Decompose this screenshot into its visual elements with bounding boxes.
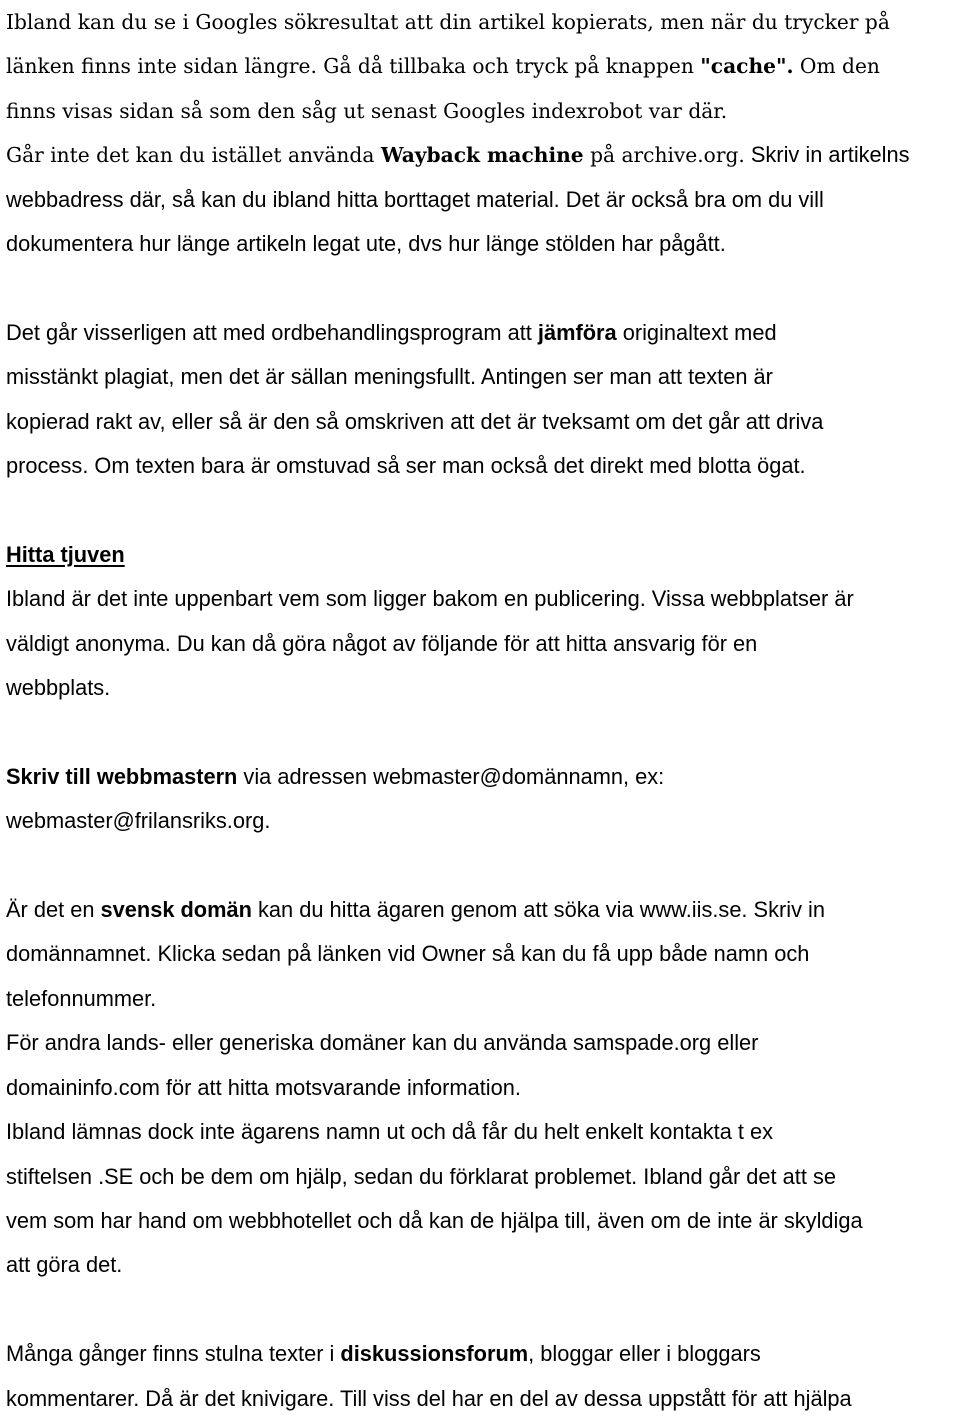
svensk-doman-emphasis: svensk domän xyxy=(100,897,252,923)
paragraph-gap xyxy=(6,266,960,310)
text-line xyxy=(6,222,960,266)
text-line: att göra det. xyxy=(6,1252,123,1278)
diskussionsforum-emphasis: diskussionsforum xyxy=(340,1341,529,1367)
text-line: kommentarer. Då är det knivigare. Till viss del har en del av dessa uppstått för att hjälpa xyxy=(6,1385,852,1411)
text-span: via adressen webmaster@domännamn, ex: xyxy=(237,763,665,789)
text-span: Går inte det kan du istället använda xyxy=(6,143,381,168)
text-span: länken finns inte sidan längre. Gå då tillbaka och tryck på knappen xyxy=(6,54,701,79)
text-span: webbadress där, så kan du ibland hitta borttaget material. Det är också bra om du vill xyxy=(6,186,824,212)
text-span: originaltext med xyxy=(616,319,777,345)
text-line xyxy=(6,89,960,133)
text-line: domaininfo.com för att hitta motsvarande information. xyxy=(6,1074,521,1100)
text-span: , bloggar eller i bloggars xyxy=(528,1341,761,1367)
webmaster-emphasis: Skriv till webbmastern xyxy=(6,763,238,789)
text-line: För andra lands- eller generiska domäner kan du använda samspade.org eller xyxy=(6,1030,759,1056)
hitta-tjuven-section xyxy=(6,533,960,711)
text-line: process. Om texten bara är omstuvad så ser man också det direkt med blotta ögat. xyxy=(6,453,806,479)
text-span: Skriv in artikelns xyxy=(744,142,910,168)
text-span: finns visas sidan så som den såg ut senast Googles indexrobot var där. xyxy=(6,98,728,123)
text-line: Ibland lämnas dock inte ägarens namn ut och då får du helt enkelt kontakta t ex xyxy=(6,1119,773,1145)
paragraph-gap xyxy=(6,1288,960,1332)
text-line xyxy=(6,888,960,932)
text-line: telefonnummer. xyxy=(6,985,157,1011)
section-heading: Hitta tjuven xyxy=(6,541,125,567)
text-line xyxy=(6,133,960,177)
cache-emphasis: "cache". xyxy=(700,54,794,79)
domain-paragraph xyxy=(6,888,960,1288)
paragraph-gap xyxy=(6,710,960,754)
document-page xyxy=(6,0,960,1421)
wayback-emphasis: Wayback machine xyxy=(380,143,584,168)
text-line xyxy=(6,1332,960,1376)
text-span: kan du hitta ägaren genom att söka via www.iis.se. Skriv in xyxy=(251,897,826,923)
text-line: domännamnet. Klicka sedan på länken vid Owner så kan du få upp både namn och xyxy=(6,941,810,967)
text-line xyxy=(6,755,960,799)
text-line xyxy=(6,311,960,355)
text-line xyxy=(6,178,960,222)
text-span: Det går visserligen att med ordbehandlingsprogram att xyxy=(6,319,538,345)
text-span: på archive.org. xyxy=(583,143,745,168)
forum-paragraph xyxy=(6,1332,960,1421)
text-span: Ibland kan du se i Googles sökresultat att din artikel kopierats, men när du trycker på xyxy=(6,10,890,34)
text-line: Ibland är det inte uppenbart vem som ligger bakom en publicering. Vissa webbplatser är xyxy=(6,586,854,612)
paragraph-gap xyxy=(6,488,960,532)
webmaster-paragraph xyxy=(6,755,960,844)
text-line: webmaster@frilansriks.org. xyxy=(6,808,271,834)
compare-paragraph xyxy=(6,311,960,489)
text-span: Om den xyxy=(793,54,880,79)
jamfora-emphasis: jämföra xyxy=(537,319,617,345)
text-span: Många gånger finns stulna texter i xyxy=(6,1341,341,1367)
text-line: stiftelsen .SE och be dem om hjälp, sedan du förklarat problemet. Ibland går det att se xyxy=(6,1163,836,1189)
text-line: vem som har hand om webbhotellet och då kan de hjälpa till, även om de inte är skyldiga xyxy=(6,1207,863,1233)
text-line xyxy=(6,0,960,44)
intro-paragraph xyxy=(6,0,960,266)
text-span: dokumentera hur länge artikeln legat ute, dvs hur länge stölden har pågått. xyxy=(6,231,726,257)
text-line: misstänkt plagiat, men det är sällan meningsfullt. Antingen ser man att texten är xyxy=(6,364,773,390)
text-line: väldigt anonyma. Du kan då göra något av följande för att hitta ansvarig för en xyxy=(6,630,758,656)
text-line: kopierad rakt av, eller så är den så omskriven att det är tveksamt om det går att driva xyxy=(6,408,824,434)
paragraph-gap xyxy=(6,844,960,888)
text-span: Är det en xyxy=(6,897,101,923)
text-line xyxy=(6,44,960,88)
text-line: webbplats. xyxy=(6,675,111,701)
